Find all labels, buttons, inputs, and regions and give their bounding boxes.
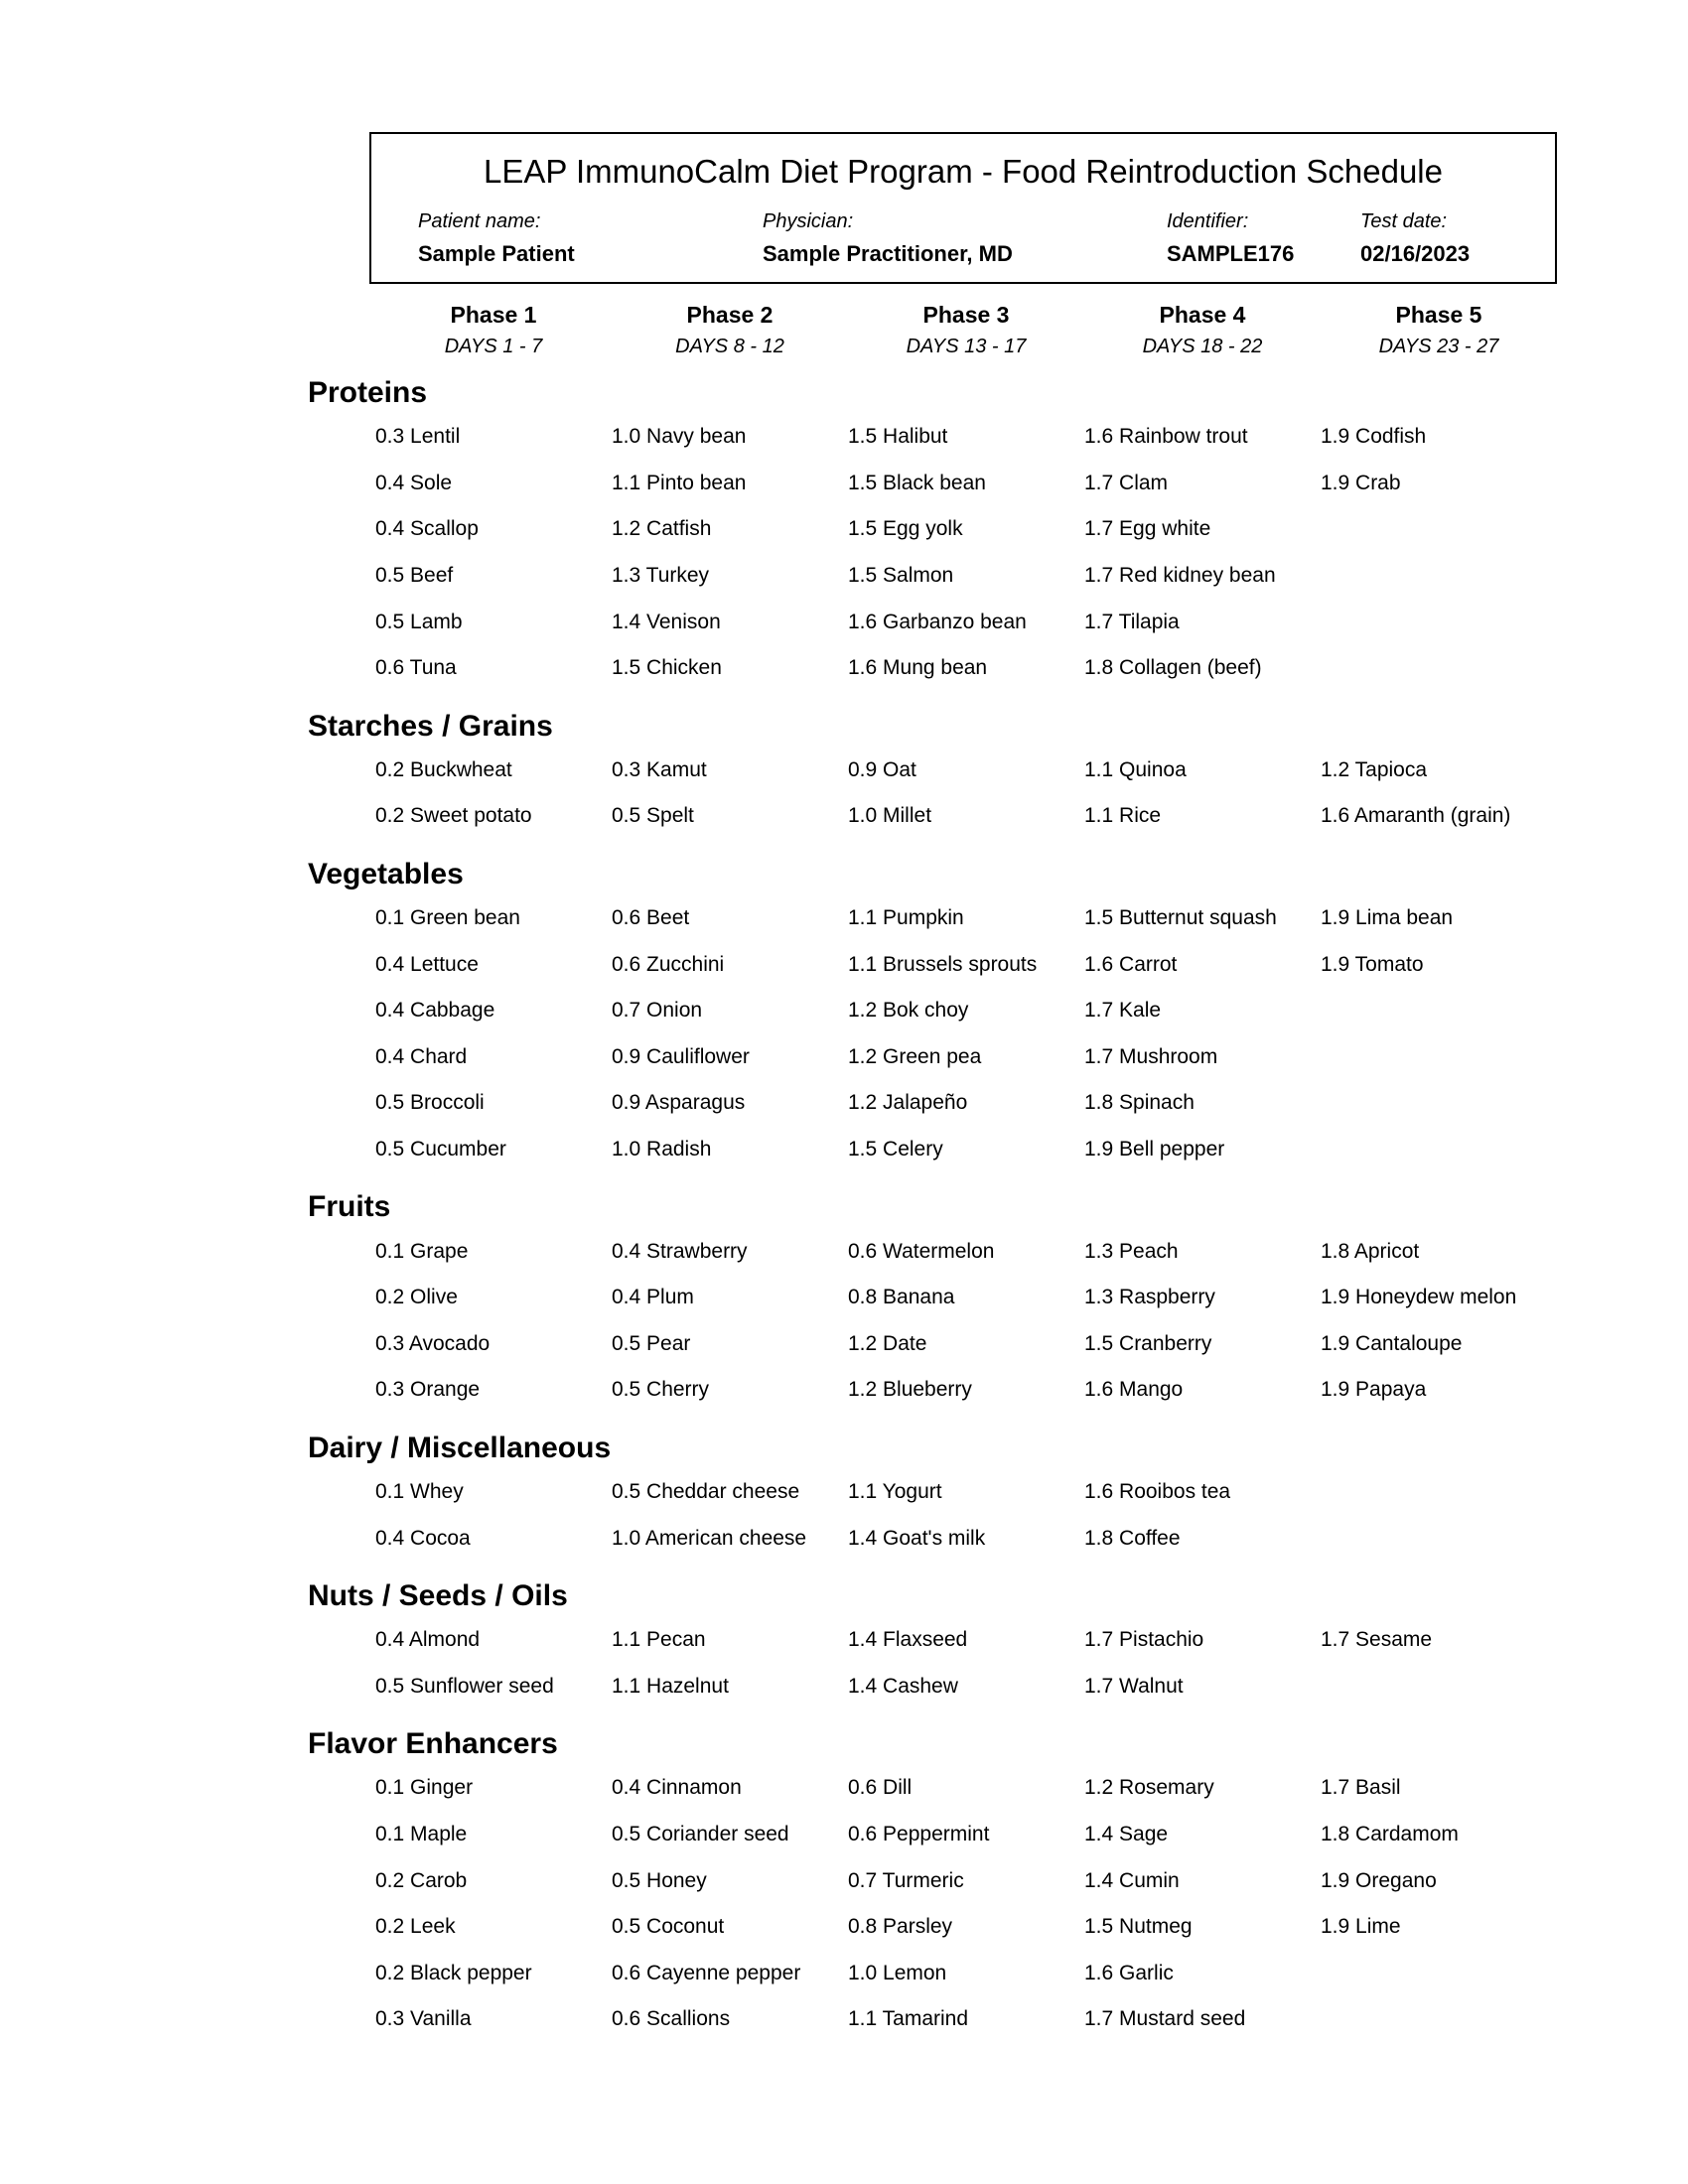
- food-item: 0.5 Beef: [375, 564, 454, 588]
- info-field: [763, 208, 1013, 268]
- food-row: [375, 1228, 1688, 1275]
- food-item: 1.7 Walnut: [1084, 1674, 1184, 1698]
- food-item: 0.5 Honey: [612, 1868, 707, 1892]
- food-item: 1.6 Carrot: [1084, 952, 1178, 976]
- food-item: 1.8 Collagen (beef): [1084, 656, 1262, 680]
- food-row: [375, 1321, 1688, 1368]
- food-item: 1.0 Lemon: [848, 1961, 947, 1984]
- food-item: 1.6 Mango: [1084, 1378, 1184, 1402]
- food-item: 1.7 Tilapia: [1084, 610, 1180, 633]
- food-item: 1.9 Tomato: [1321, 952, 1424, 976]
- food-item: 1.0 Radish: [612, 1138, 712, 1161]
- food-item: 0.4 Scallop: [375, 517, 479, 541]
- food-item: 1.5 Egg yolk: [848, 517, 963, 541]
- food-row: [375, 1080, 1688, 1127]
- food-item: 0.1 Green bean: [375, 906, 520, 930]
- food-item: 1.9 Oregano: [1321, 1868, 1437, 1892]
- food-item: 0.7 Onion: [612, 999, 703, 1023]
- food-row: [375, 553, 1688, 600]
- food-item: 0.9 Cauliflower: [612, 1044, 750, 1068]
- food-item: 1.0 Millet: [848, 804, 932, 828]
- food-item: 1.1 Yogurt: [848, 1479, 942, 1503]
- section: [0, 1189, 1688, 1413]
- food-row: [375, 506, 1688, 553]
- food-item: 1.2 Tapioca: [1321, 757, 1428, 781]
- phase-header: [848, 298, 1084, 361]
- food-row: [375, 414, 1688, 461]
- section: [0, 375, 1688, 692]
- food-item: 1.4 Sage: [1084, 1822, 1169, 1845]
- info-value: Sample Practitioner, MD: [763, 241, 1013, 266]
- food-item: 1.7 Clam: [1084, 471, 1169, 494]
- food-item: 1.4 Cashew: [848, 1674, 958, 1698]
- food-item: 0.4 Cocoa: [375, 1526, 471, 1550]
- food-item: 0.6 Zucchini: [612, 952, 725, 976]
- food-item: 1.9 Lime: [1321, 1915, 1401, 1939]
- food-item: 1.4 Goat's milk: [848, 1526, 986, 1550]
- food-item: 1.7 Sesame: [1321, 1628, 1433, 1652]
- phase-header-row: [375, 298, 1557, 361]
- food-item: 0.1 Maple: [375, 1822, 468, 1845]
- food-item: 1.0 American cheese: [612, 1526, 807, 1550]
- food-item: 0.3 Orange: [375, 1378, 481, 1402]
- header-box: [369, 132, 1557, 284]
- food-item: 1.2 Green pea: [848, 1044, 982, 1068]
- food-item: 0.2 Black pepper: [375, 1961, 532, 1984]
- food-item: 1.1 Quinoa: [1084, 757, 1187, 781]
- food-row: [375, 941, 1688, 988]
- info-value: 02/16/2023: [1360, 241, 1471, 266]
- food-item: 0.4 Almond: [375, 1628, 481, 1652]
- food-row: [375, 1367, 1688, 1414]
- food-row: [375, 748, 1688, 794]
- food-item: 1.7 Kale: [1084, 999, 1162, 1023]
- info-value: SAMPLE176: [1167, 241, 1295, 266]
- food-item: 1.4 Venison: [612, 610, 721, 633]
- food-item: 1.7 Mustard seed: [1084, 2007, 1246, 2031]
- food-item: 1.9 Codfish: [1321, 425, 1427, 449]
- food-item: 0.2 Carob: [375, 1868, 468, 1892]
- phase-name: Phase 4: [1159, 302, 1246, 328]
- section: [0, 1578, 1688, 1709]
- food-item: 1.8 Cardamom: [1321, 1822, 1459, 1845]
- food-item: 0.5 Cheddar cheese: [612, 1479, 800, 1503]
- food-item: 0.4 Lettuce: [375, 952, 479, 976]
- food-item: 1.7 Mushroom: [1084, 1044, 1218, 1068]
- info-label: Identifier:: [1167, 210, 1249, 232]
- food-item: 1.6 Garbanzo bean: [848, 610, 1027, 633]
- food-item: 1.2 Rosemary: [1084, 1776, 1214, 1800]
- food-item: 1.3 Peach: [1084, 1239, 1179, 1263]
- food-item: 1.5 Halibut: [848, 425, 948, 449]
- info-value: Sample Patient: [418, 241, 575, 266]
- food-item: 1.8 Spinach: [1084, 1091, 1195, 1115]
- food-item: 0.2 Leek: [375, 1915, 456, 1939]
- section: [0, 1726, 1688, 2043]
- phase-days: DAYS 23 - 27: [1378, 336, 1499, 357]
- section: [0, 1431, 1688, 1562]
- food-item: 0.8 Parsley: [848, 1915, 953, 1939]
- food-item: 1.1 Rice: [1084, 804, 1162, 828]
- food-row: [375, 988, 1688, 1034]
- food-item: 0.4 Cabbage: [375, 999, 495, 1023]
- food-item: 1.9 Lima bean: [1321, 906, 1454, 930]
- food-item: 0.6 Peppermint: [848, 1822, 990, 1845]
- food-item: 1.5 Chicken: [612, 656, 722, 680]
- food-row: [375, 1127, 1688, 1173]
- food-item: 1.5 Nutmeg: [1084, 1915, 1193, 1939]
- food-item: 0.6 Dill: [848, 1776, 913, 1800]
- food-item: 1.3 Turkey: [612, 564, 710, 588]
- food-row: [375, 1950, 1688, 1996]
- section-title: Fruits: [308, 1190, 391, 1224]
- food-item: 1.5 Butternut squash: [1084, 906, 1277, 930]
- food-item: 0.7 Turmeric: [848, 1868, 964, 1892]
- food-row: [375, 895, 1688, 942]
- section-title: Starches / Grains: [308, 709, 553, 743]
- food-item: 0.6 Beet: [612, 906, 690, 930]
- food-item: 1.9 Bell pepper: [1084, 1138, 1225, 1161]
- section-title: Dairy / Miscellaneous: [308, 1431, 612, 1464]
- food-item: 0.5 Spelt: [612, 804, 694, 828]
- food-row: [375, 1765, 1688, 1812]
- food-item: 1.9 Papaya: [1321, 1378, 1427, 1402]
- food-row: [375, 1857, 1688, 1904]
- food-item: 1.1 Pecan: [612, 1628, 706, 1652]
- section-title: Proteins: [308, 376, 428, 409]
- food-item: 1.3 Raspberry: [1084, 1286, 1215, 1309]
- phase-header: [375, 298, 612, 361]
- food-item: 1.1 Brussels sprouts: [848, 952, 1038, 976]
- food-row: [375, 1904, 1688, 1951]
- food-row: [375, 1996, 1688, 2043]
- food-item: 0.6 Scallions: [612, 2007, 731, 2031]
- food-item: 0.8 Banana: [848, 1286, 955, 1309]
- food-item: 0.9 Oat: [848, 757, 916, 781]
- food-item: 0.2 Olive: [375, 1286, 458, 1309]
- food-row: [375, 793, 1688, 840]
- food-item: 0.1 Ginger: [375, 1776, 474, 1800]
- phase-name: Phase 2: [686, 302, 774, 328]
- food-item: 1.4 Flaxseed: [848, 1628, 968, 1652]
- food-item: 0.9 Asparagus: [612, 1091, 746, 1115]
- food-item: 1.5 Black bean: [848, 471, 986, 494]
- food-item: 0.2 Sweet potato: [375, 804, 532, 828]
- section: [0, 709, 1688, 840]
- food-row: [375, 1034, 1688, 1081]
- food-item: 0.5 Pear: [612, 1331, 691, 1355]
- food-item: 0.5 Lamb: [375, 610, 463, 633]
- sections: [0, 375, 1688, 2060]
- section-title: Vegetables: [308, 857, 464, 890]
- food-row: [375, 1663, 1688, 1709]
- food-item: 1.8 Coffee: [1084, 1526, 1181, 1550]
- info-field: [418, 208, 575, 268]
- phase-name: Phase 5: [1395, 302, 1482, 328]
- phase-days: DAYS 8 - 12: [675, 336, 784, 357]
- food-item: 0.3 Vanilla: [375, 2007, 472, 2031]
- food-item: 1.5 Salmon: [848, 564, 954, 588]
- food-item: 1.5 Celery: [848, 1138, 943, 1161]
- food-item: 1.9 Honeydew melon: [1321, 1286, 1517, 1309]
- food-item: 0.4 Sole: [375, 471, 453, 494]
- food-item: 1.6 Garlic: [1084, 1961, 1174, 1984]
- food-item: 0.4 Plum: [612, 1286, 694, 1309]
- food-item: 0.2 Buckwheat: [375, 757, 512, 781]
- food-item: 0.5 Cherry: [612, 1378, 710, 1402]
- food-item: 1.0 Navy bean: [612, 425, 747, 449]
- food-item: 1.1 Hazelnut: [612, 1674, 729, 1698]
- food-item: 1.5 Cranberry: [1084, 1331, 1212, 1355]
- section-title: Flavor Enhancers: [308, 1727, 558, 1761]
- food-item: 1.9 Cantaloupe: [1321, 1331, 1463, 1355]
- food-item: 1.1 Tamarind: [848, 2007, 969, 2031]
- food-item: 1.6 Amaranth (grain): [1321, 804, 1511, 828]
- food-item: 0.3 Avocado: [375, 1331, 491, 1355]
- food-item: 1.6 Rooibos tea: [1084, 1479, 1231, 1503]
- food-item: 0.3 Kamut: [612, 757, 707, 781]
- food-item: 1.2 Catfish: [612, 517, 712, 541]
- section-title: Nuts / Seeds / Oils: [308, 1578, 568, 1612]
- food-item: 0.1 Grape: [375, 1239, 469, 1263]
- food-item: 1.2 Blueberry: [848, 1378, 972, 1402]
- food-item: 0.1 Whey: [375, 1479, 464, 1503]
- food-item: 1.7 Pistachio: [1084, 1628, 1204, 1652]
- food-item: 0.5 Coconut: [612, 1915, 725, 1939]
- phase-name: Phase 1: [450, 302, 537, 328]
- food-item: 1.2 Bok choy: [848, 999, 969, 1023]
- food-item: 0.4 Chard: [375, 1044, 468, 1068]
- phase-name: Phase 3: [922, 302, 1010, 328]
- food-row: [375, 1515, 1688, 1562]
- food-row: [375, 1469, 1688, 1516]
- food-row: [375, 645, 1688, 692]
- food-item: 1.8 Apricot: [1321, 1239, 1420, 1263]
- phase-header: [1321, 298, 1557, 361]
- phase-days: DAYS 13 - 17: [906, 336, 1027, 357]
- food-item: 0.5 Sunflower seed: [375, 1674, 554, 1698]
- food-item: 0.5 Coriander seed: [612, 1822, 789, 1845]
- food-item: 1.1 Pinto bean: [612, 471, 747, 494]
- food-row: [375, 1812, 1688, 1858]
- food-item: 0.3 Lentil: [375, 425, 461, 449]
- info-label: Test date:: [1360, 210, 1448, 232]
- food-item: 0.4 Cinnamon: [612, 1776, 742, 1800]
- food-item: 1.6 Rainbow trout: [1084, 425, 1248, 449]
- info-field: [1360, 208, 1470, 268]
- food-row: [375, 599, 1688, 645]
- phase-days: DAYS 1 - 7: [444, 336, 543, 357]
- food-item: 1.2 Date: [848, 1331, 927, 1355]
- food-item: 0.5 Broccoli: [375, 1091, 485, 1115]
- food-item: 0.6 Watermelon: [848, 1239, 995, 1263]
- food-row: [375, 1275, 1688, 1321]
- phase-header: [1084, 298, 1321, 361]
- food-row: [375, 461, 1688, 507]
- info-label: Physician:: [763, 210, 854, 232]
- food-row: [375, 1617, 1688, 1664]
- food-item: 1.4 Cumin: [1084, 1868, 1180, 1892]
- food-item: 1.7 Red kidney bean: [1084, 564, 1276, 588]
- page-title: LEAP ImmunoCalm Diet Program - Food Reintroduction Schedule: [483, 153, 1443, 190]
- phase-days: DAYS 18 - 22: [1142, 336, 1263, 357]
- food-item: 0.6 Tuna: [375, 656, 457, 680]
- phase-header: [612, 298, 848, 361]
- section: [0, 857, 1688, 1173]
- food-item: 0.6 Cayenne pepper: [612, 1961, 801, 1984]
- food-item: 0.4 Strawberry: [612, 1239, 748, 1263]
- info-label: Patient name:: [418, 210, 541, 232]
- food-item: 1.6 Mung bean: [848, 656, 988, 680]
- info-field: [1167, 208, 1294, 268]
- food-item: 1.7 Basil: [1321, 1776, 1401, 1800]
- food-item: 1.7 Egg white: [1084, 517, 1211, 541]
- food-item: 1.2 Jalapeño: [848, 1091, 968, 1115]
- food-item: 1.1 Pumpkin: [848, 906, 964, 930]
- food-item: 1.9 Crab: [1321, 471, 1401, 494]
- food-item: 0.5 Cucumber: [375, 1138, 506, 1161]
